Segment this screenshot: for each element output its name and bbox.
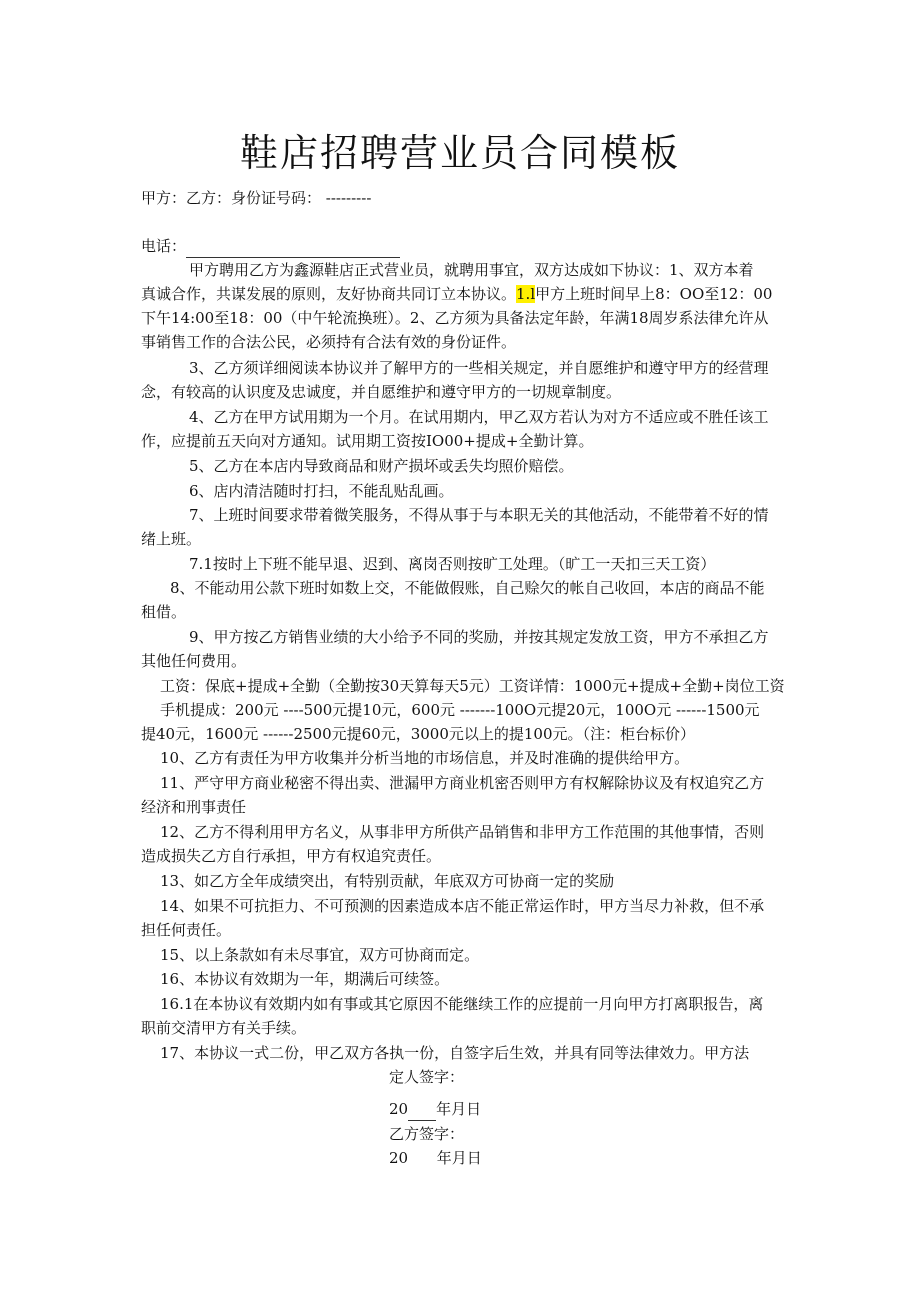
text-line: 3、乙方须详细阅读本协议并了解甲方的一些相关规定，并自愿维护和遵守甲方的经营理 [189, 359, 769, 377]
text-line: 下午14:00至18：00（中午轮流换班）。2、乙方须为具备法定年龄，年满18周岁系法律允许从 [141, 309, 769, 327]
text-line: 17、本协议一式二份，甲乙双方各执一份，自签字后生效，并具有同等法律效力。甲方法 [160, 1044, 750, 1062]
text-line: 14、如果不可抗拒力、不可预测的因素造成本店不能正常运作时，甲方当尽力补救，但不承 [160, 897, 765, 915]
party-b-signature-label: 乙方签字： [389, 1125, 465, 1143]
text-line: 工资：保底+提成+全勤（全勤按30天算每天5元）工资详情：1000元+提成+全勤+岗位工资 [160, 677, 785, 695]
year-blank [408, 1106, 436, 1121]
text-line: 9、甲方按乙方销售业绩的大小给予不同的奖励，并按其规定发放工资，甲方不承担乙方 [189, 628, 769, 646]
text-line: 租借。 [141, 603, 187, 621]
date-year-prefix: 20 [389, 1100, 409, 1118]
text-line: 绪上班。 [141, 530, 202, 548]
page-title: 鞋店招聘营业员合同模板 [239, 131, 680, 175]
party-b-date: 20 年月日 [389, 1149, 482, 1167]
party-a-date [389, 1097, 481, 1121]
text-line: 16、本协议有效期为一年，期满后可续签。 [160, 970, 450, 988]
text-span: 真诚合作，共谋发展的原则，友好协商共同订立本协议。 [141, 285, 517, 303]
text-line: 5、乙方在本店内导致商品和财产损坏或丢失均照价赔偿。 [189, 457, 574, 475]
text-line: 12、乙方不得利用甲方名义，从事非甲方所供产品销售和非甲方工作范围的其他事情，否则 [160, 823, 765, 841]
text-line: 提40元，1600元 ------2500元提60元，3000元以上的提100元。（注：柜台标价） [141, 725, 696, 743]
text-line: 担任何责任。 [141, 921, 232, 939]
text-line: 职前交清甲方有关手续。 [141, 1019, 307, 1037]
text-line: 13、如乙方全年成绩突出，有特别贡献，年底双方可协商一定的奖励 [160, 872, 615, 890]
text-line: 事销售工作的合法公民，必须持有合法有效的身份证件。 [141, 333, 517, 351]
phone-label: 电话： [141, 237, 187, 255]
date-suffix: 年月日 [436, 1100, 482, 1118]
text-line [141, 282, 772, 306]
text-line: 16.1在本协议有效期内如有事或其它原因不能继续工作的应提前一月向甲方打离职报告，离 [160, 995, 764, 1013]
phone-blank [186, 243, 400, 258]
text-line: 经济和刑事责任 [141, 798, 247, 816]
text-line: 10、乙方有责任为甲方收集并分析当地的市场信息，并及时准确的提供给甲方。 [160, 749, 690, 767]
highlighted-text: 1.l [516, 285, 536, 303]
text-span: 甲方上班时间早上8：OO至12：00 [535, 285, 773, 303]
text-line: 作，应提前五天向对方通知。试用期工资按IO00+提成+全勤计算。 [141, 432, 594, 450]
party-a-signature-label: 定人签字： [389, 1068, 465, 1086]
text-line: 6、店内清洁随时打扫，不能乱贴乱画。 [189, 482, 454, 500]
text-line: 手机提成：200元 ----500元提10元，600元 -------100O元提20元，100O元 ------1500元 [160, 701, 760, 719]
text-line: 其他任何费用。 [141, 652, 247, 670]
text-line: 4、乙方在甲方试用期为一个月。在试用期内，甲乙双方若认为对方不适应或不胜任该工 [189, 408, 769, 426]
text-line: 8、不能动用公款下班时如数上交，不能做假账，自己赊欠的帐自己收回，本店的商品不能 [170, 579, 765, 597]
text-line: 造成损失乙方自行承担，甲方有权追究责任。 [141, 847, 442, 865]
text-line: 11、严守甲方商业秘密不得出卖、泄漏甲方商业机密否则甲方有权解除协议及有权追究乙方 [160, 774, 765, 792]
parties-line: 甲方：乙方：身份证号码： --------- [141, 189, 372, 207]
text-line: 甲方聘用乙方为鑫源鞋店正式营业员，就聘用事宜，双方达成如下协议：1、双方本着 [189, 261, 754, 279]
phone-line [141, 234, 400, 258]
text-line: 7.1按时上下班不能早退、迟到、离岗否则按旷工处理。（旷工一天扣三天工资） [189, 555, 716, 573]
text-line: 15、以上条款如有未尽事宜，双方可协商而定。 [160, 946, 480, 964]
text-line: 7、上班时间要求带着微笑服务，不得从事于与本职无关的其他活动，不能带着不好的情 [189, 506, 769, 524]
text-line: 念，有较高的认识度及忠诚度，并自愿维护和遵守甲方的一切规章制度。 [141, 383, 622, 401]
